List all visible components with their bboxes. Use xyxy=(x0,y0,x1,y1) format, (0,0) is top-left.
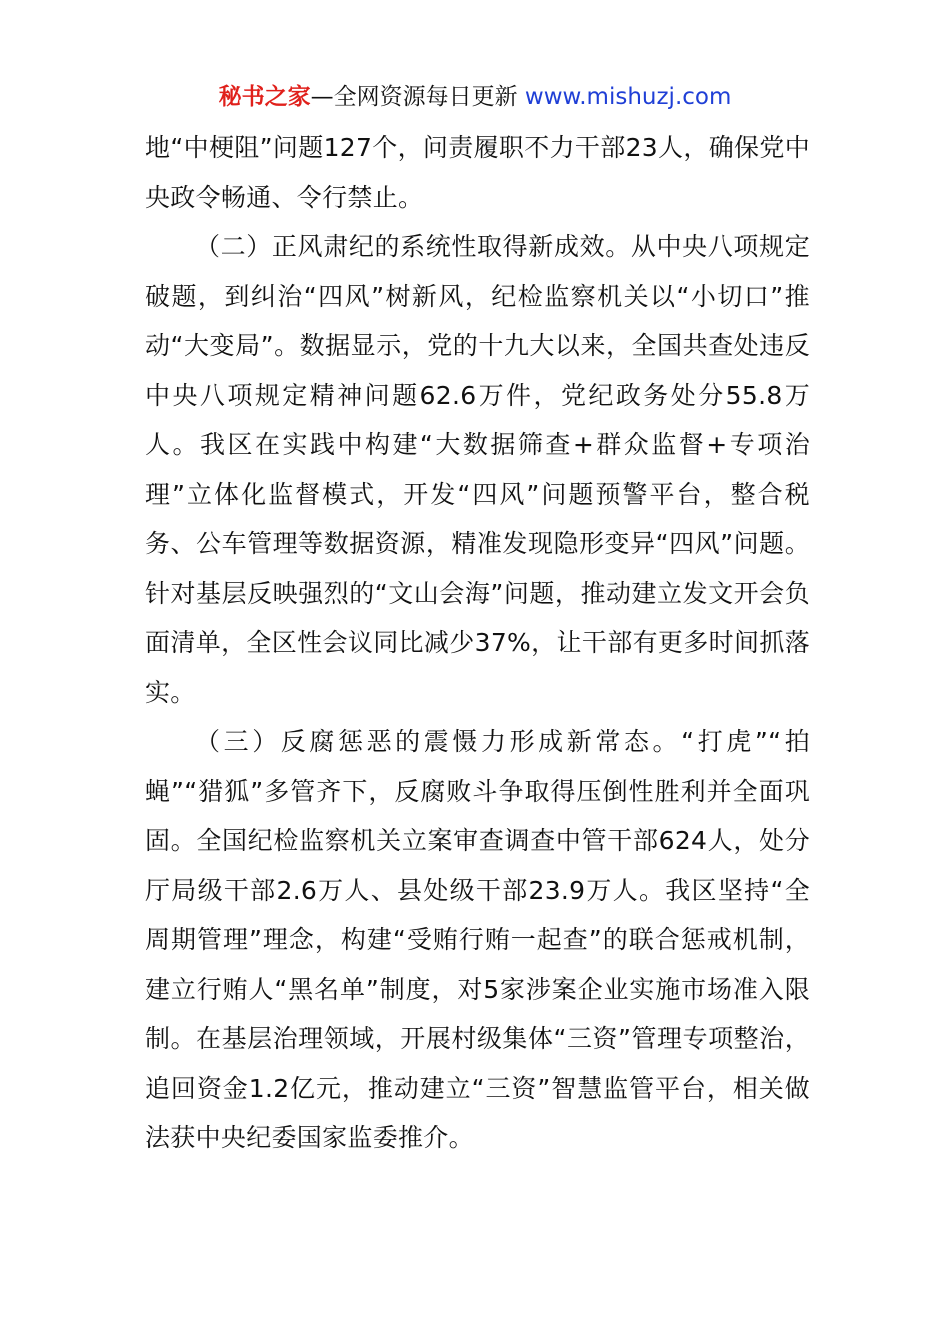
document-body xyxy=(145,123,810,1163)
paragraph-continuation: 地“中梗阻”问题127个，问责履职不力干部23人，确保党中央政令畅通、令行禁止。 xyxy=(145,133,810,212)
brand-name: 秘书之家 xyxy=(218,84,311,110)
header-slogan: —全网资源每日更新 xyxy=(310,84,518,110)
page-header xyxy=(0,80,950,114)
paragraph-section-2: （二）正风肃纪的系统性取得新成效。从中央八项规定破题，到纠治“四风”树新风，纪检监察机关以“小切口”推动“大变局”。数据显示，党的十九大以来，全国共查处违反中央八项规定精神问题62.6万件，党纪政务处分55.8万人。我区在实践中构建“大数据筛查+群众监督+专项治理”立体化监督模式，开发“四风”问题预警平台，整合税务、公车管理等数据资源，精准发现隐形变异“四风”问题。针对基层反映强烈的“文山会海”问题，推动建立发文开会负面清单，全区性会议同比减少37%，让干部有更多时间抓落实。 xyxy=(145,232,810,707)
site-url-link[interactable]: www.mishuzj.com xyxy=(524,84,732,110)
paragraph-section-3: （三）反腐惩恶的震慑力形成新常态。“打虎”“拍蝇”“猎狐”多管齐下，反腐败斗争取得压倒性胜利并全面巩固。全国纪检监察机关立案审查调查中管干部624人，处分厅局级干部2.6万人、县处级干部23.9万人。我区坚持“全周期管理”理念，构建“受贿行贿一起查”的联合惩戒机制，建立行贿人“黑名单”制度，对5家涉案企业实施市场准入限制。在基层治理领域，开展村级集体“三资”管理专项整治，追回资金1.2亿元，推动建立“三资”智慧监管平台，相关做法获中央纪委国家监委推介。 xyxy=(145,727,810,1152)
